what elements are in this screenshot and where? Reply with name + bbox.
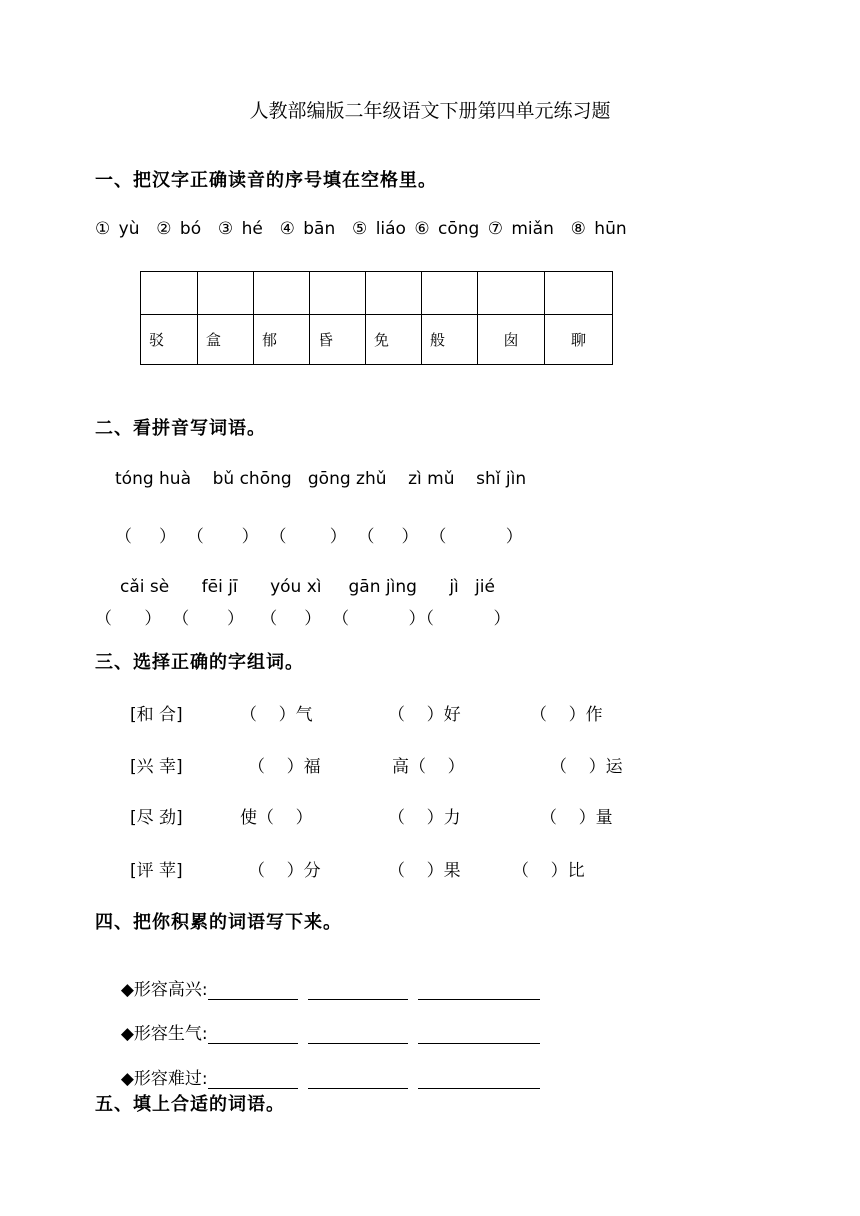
answer-row [141,272,613,315]
pinyin-row-1: tóng huà bǔ chōng gōng zhǔ zì mǔ shǐ jìn [115,469,527,489]
answer-line[interactable] [208,981,298,1000]
word-blank[interactable]: （ ）果 [388,861,461,881]
vocab-line [110,1044,540,1089]
word-blank[interactable]: （ ）作 [530,705,603,725]
character-cell: 般 [422,315,478,365]
word-choice-group: [和 合] [130,705,183,725]
answer-parens-row-1[interactable]: （ ） （ ） （ ） （ ） （ ） [115,527,523,547]
answer-cell[interactable] [310,272,366,315]
answer-parens-row-2[interactable]: （ ） （ ） （ ） （ ）（ ） [95,609,511,629]
character-cell: 囱 [478,315,545,365]
section-4-heading: 四、把你积累的词语写下来。 [95,912,342,933]
word-choice-group: [兴 幸] [130,757,183,777]
word-blank[interactable]: （ ）比 [512,861,585,881]
section-1-heading: 一、把汉字正确读音的序号填在空格里。 [95,170,437,191]
vocab-line [110,955,540,1000]
answer-cell[interactable] [198,272,254,315]
answer-cell[interactable] [366,272,422,315]
answer-cell[interactable] [422,272,478,315]
pinyin-row-2: cǎi sè fēi jī yóu xì gān jìng jì jié [120,577,495,597]
vocab-line-label: ◆形容高兴: [120,980,208,1000]
pronunciation-options: ① yù ② bó ③ hé ④ bān ⑤ liáo ⑥ cōng ⑦ miǎn ⑧ hūn [95,219,627,239]
word-blank[interactable]: 高（ ） [392,757,465,777]
word-blank[interactable]: （ ）力 [388,808,461,828]
vocab-line-label: ◆形容难过: [120,1069,208,1089]
answer-line[interactable] [308,981,408,1000]
section-3-heading: 三、选择正确的字组词。 [95,652,304,673]
character-cell: 免 [366,315,422,365]
section-5-heading: 五、填上合适的词语。 [95,1094,285,1115]
vocab-line-label: ◆形容生气: [120,1024,208,1044]
answer-line[interactable] [208,1070,298,1089]
word-choice-group: [评 苹] [130,861,183,881]
answer-cell[interactable] [141,272,198,315]
word-blank[interactable]: （ ）运 [550,757,623,777]
answer-cell[interactable] [545,272,613,315]
answer-cell[interactable] [478,272,545,315]
answer-line[interactable] [418,1070,540,1089]
word-blank[interactable]: 使（ ） [240,808,313,828]
word-choice-group: [尽 劲] [130,808,183,828]
answer-cell[interactable] [254,272,310,315]
word-blank[interactable]: （ ）福 [248,757,321,777]
character-cell: 昏 [310,315,366,365]
character-answer-table [140,271,613,365]
word-blank[interactable]: （ ）气 [240,705,313,725]
word-blank[interactable]: （ ）好 [388,705,461,725]
answer-line[interactable] [418,1025,540,1044]
character-row [141,315,613,365]
character-cell: 驳 [141,315,198,365]
character-cell: 郁 [254,315,310,365]
word-blank[interactable]: （ ）量 [540,808,613,828]
answer-line[interactable] [308,1070,408,1089]
answer-line[interactable] [418,981,540,1000]
character-cell: 聊 [545,315,613,365]
word-blank[interactable]: （ ）分 [248,861,321,881]
answer-line[interactable] [208,1025,298,1044]
character-cell: 盒 [198,315,254,365]
page-title: 人教部编版二年级语文下册第四单元练习题 [249,100,611,122]
answer-line[interactable] [308,1025,408,1044]
vocab-line [110,999,540,1044]
section-2-heading: 二、看拼音写词语。 [95,418,266,439]
